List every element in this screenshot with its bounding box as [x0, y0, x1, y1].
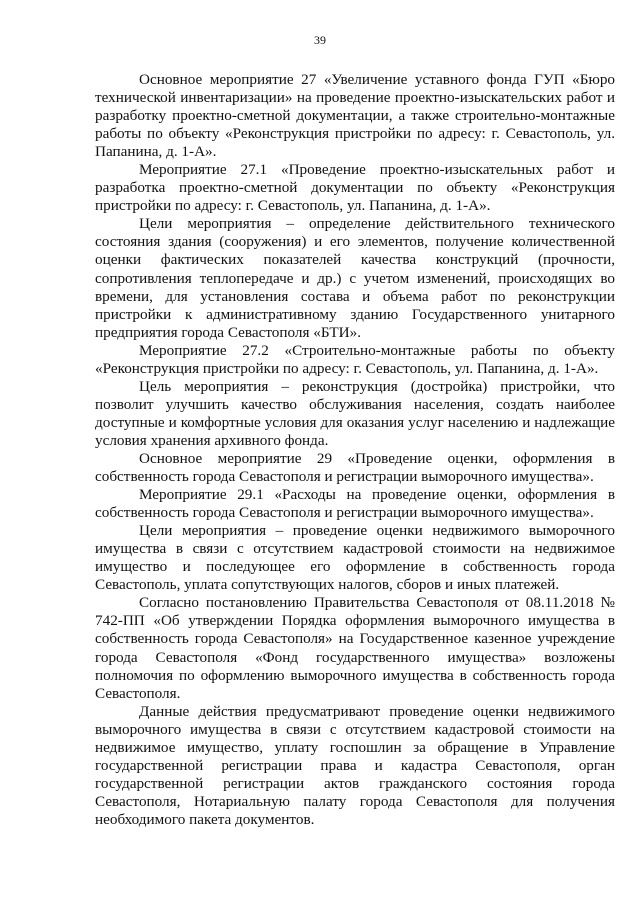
paragraph-event-27-1-goals: Цели мероприятия – определение действительного технического состояния здания (сооружения) и его элементов, получение количественной оценки фактических показателей качества конструкций (прочности, сопротивления теплопередаче и др.) с учетом изменений, происходящих во времени, для установления состава и объема работ по реконструкции пристройки к административному зданию Государственного унитарного предприятия города Севастополя «БТИ». [95, 215, 615, 341]
paragraph-main-event-29: Основное мероприятие 29 «Проведение оценки, оформления в собственность города Севастополя и регистрации выморочного имущества». [95, 449, 615, 486]
paragraph-event-27-1: Мероприятие 27.1 «Проведение проектно-изыскательных работ и разработка проектно-сметной документации по объекту «Реконструкция пристройки по адресу: г. Севастополь, ул. Папанина, д. 1-А». [95, 161, 615, 215]
paragraph-event-29-1-goals: Цели мероприятия – проведение оценки недвижимого выморочного имущества в связи с отсутствием кадастровой стоимости на недвижимое имущество и последующее его оформление в собственность города Севастополь, уплата сопутствующих налогов, сборов и иных платежей. [95, 522, 615, 594]
document-body [95, 71, 615, 829]
paragraph-event-27-2-goal: Цель мероприятия – реконструкция (достройка) пристройки, что позволит улучшить качество обслуживания населения, создать наиболее доступные и комфортные условия для оказания услуг населению и надлежащие условия хранения архивного фонда. [95, 377, 615, 449]
paragraph-event-29-1: Мероприятие 29.1 «Расходы на проведение оценки, оформления в собственность города Севастополя и регистрации выморочного имущества». [95, 486, 615, 522]
paragraph-event-27-2: Мероприятие 27.2 «Строительно-монтажные работы по объекту «Реконструкция пристройки по адресу: г. Севастополь, ул. Папанина, д. 1-А». [95, 341, 615, 377]
paragraph-resolution-742: Согласно постановлению Правительства Севастополя от 08.11.2018 № 742-ПП «Об утверждении Порядка оформления выморочного имущества в собственность города Севастополя» на Государственное казенное учреждение города Севастополя «Фонд государственного имущества» возложены полномочия по оформлению выморочного имущества в собственность города Севастополя. [95, 594, 615, 702]
paragraph-actions: Данные действия предусматривают проведение оценки недвижимого выморочного имущества в связи с отсутствием кадастровой стоимости на недвижимое имущество, уплату госпошлин за обращение в Управление государственной регистрации права и кадастра Севастополя, орган государственной регистрации актов гражданского состояния города Севастополя, Нотариальную палату города Севастополя для получения необходимого пакета документов. [95, 702, 615, 828]
paragraph-main-event-27: Основное мероприятие 27 «Увеличение уставного фонда ГУП «Бюро технической инвентаризации» на проведение проектно-изыскательских работ и разработку проектно-сметной документации, а также строительно-монтажные работы по объекту «Реконструкция пристройки по адресу: г. Севастополь, ул. Папанина, д. 1-А». [95, 71, 615, 161]
page-number: 39 [314, 33, 326, 47]
